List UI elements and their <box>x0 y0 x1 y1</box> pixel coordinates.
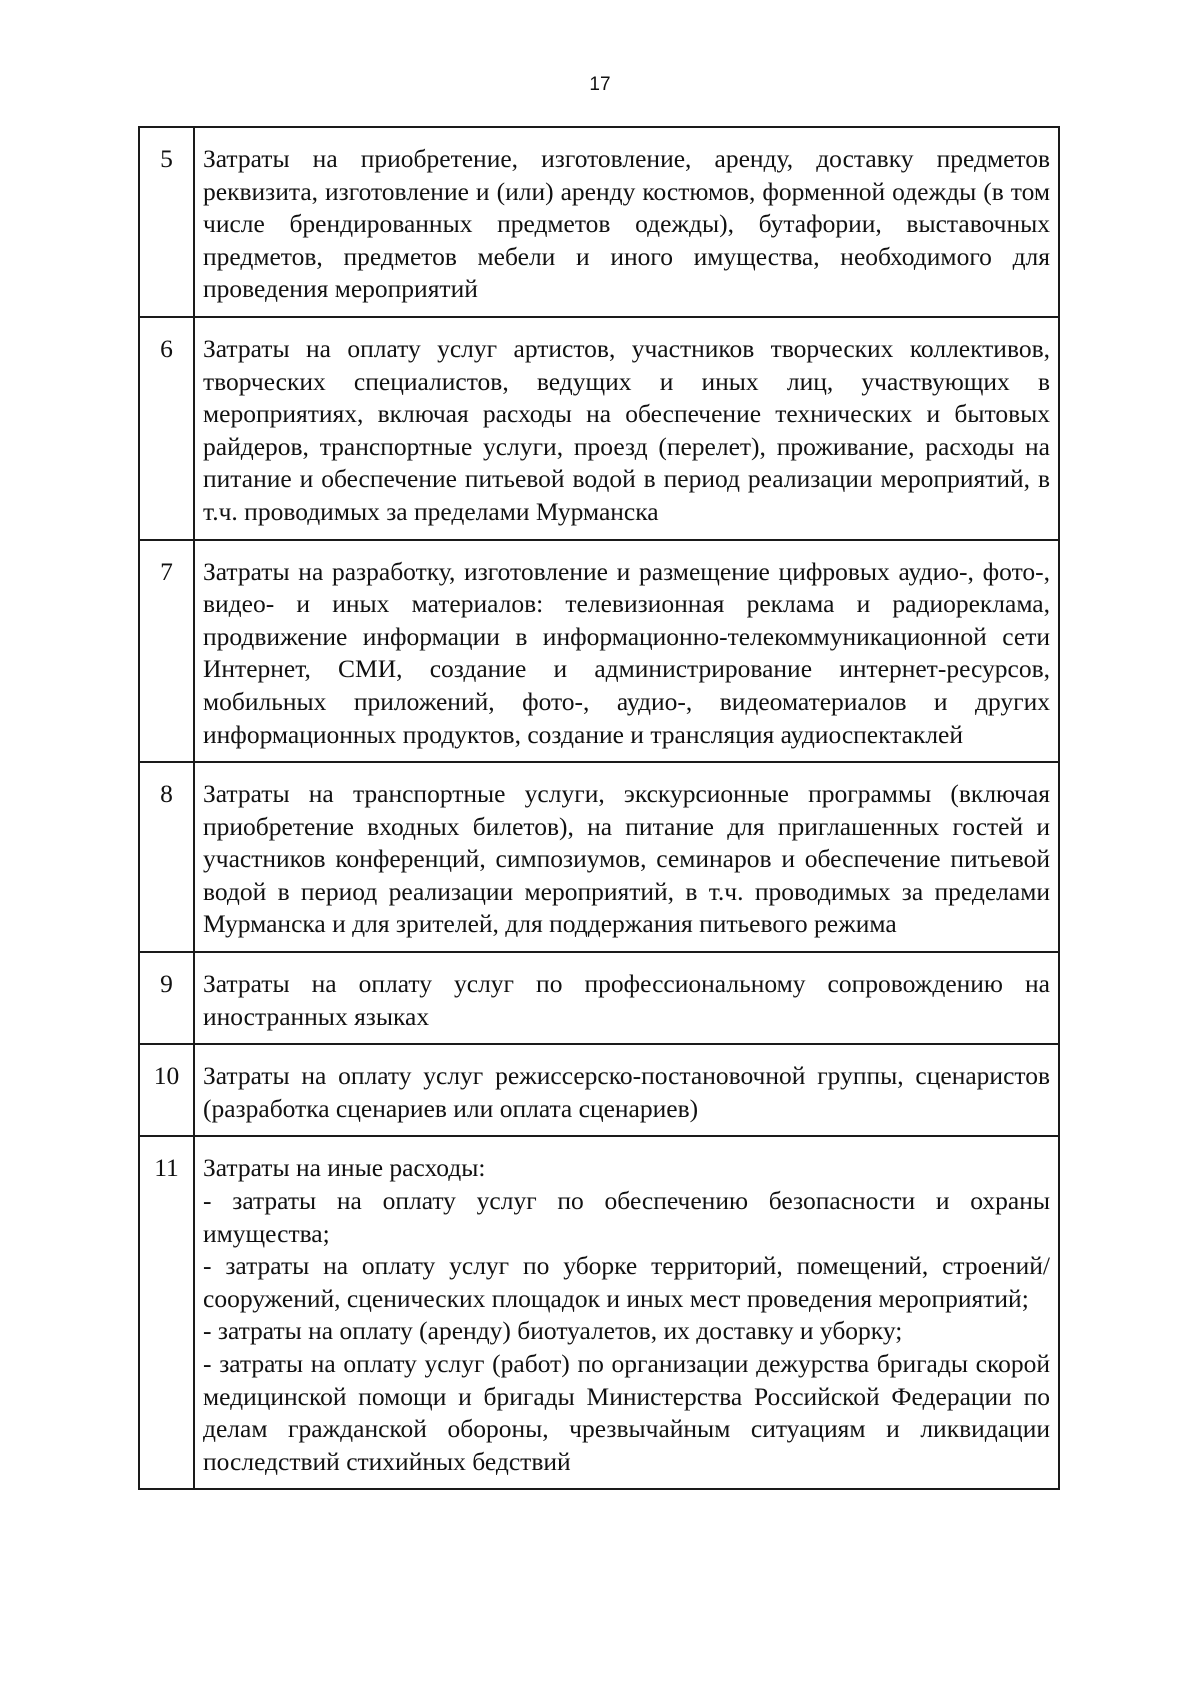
row-description <box>194 127 1059 317</box>
expenses-table <box>138 126 1060 1490</box>
description-paragraph: Затраты на иные расходы: <box>203 1153 486 1183</box>
table-row <box>139 317 1059 540</box>
description-paragraph: Затраты на оплату услуг артистов, участников творческих коллективов, творческих специалистов, ведущих и иных лиц, участвующих в мероприятиях, включая расходы на обеспечение технических и бытовых райдеров, транспортные услуги, проезд (перелет), проживание, расходы на питание и обеспечение питьевой водой в период реализации мероприятий, в т.ч. проводимых за пределами Мурманска <box>203 333 1050 526</box>
row-description <box>194 1136 1059 1489</box>
row-number: 7 <box>139 540 194 763</box>
description-paragraph: - затраты на оплату (аренду) биотуалетов, их доставку и уборку; <box>203 1316 903 1346</box>
row-description <box>194 1044 1059 1136</box>
description-paragraph: - затраты на оплату услуг по обеспечению безопасности и охраны имущества; <box>203 1186 1050 1248</box>
row-description <box>194 762 1059 952</box>
description-paragraph: Затраты на транспортные услуги, экскурсионные программы (включая приобретение входных билетов), на питание для приглашенных гостей и участников конференций, симпозиумов, семинаров и обеспечение питьевой водой в период реализации мероприятий, в т.ч. проводимых за пределами Мурманска и для зрителей, для поддержания питьевого режима <box>203 779 1050 939</box>
table-row <box>139 952 1059 1044</box>
description-paragraph: Затраты на оплату услуг режиссерско-постановочной группы, сценаристов (разработка сценариев или оплата сценариев) <box>203 1061 1050 1123</box>
table-row <box>139 127 1059 317</box>
description-paragraph: Затраты на оплату услуг по профессиональному сопровождению на иностранных языках <box>203 969 1050 1031</box>
description-paragraph: Затраты на разработку, изготовление и размещение цифровых аудио-, фото-, видео- и иных материалов: телевизионная реклама и радиореклама, продвижение информации в информационно-телекоммуникационной сети Интернет, СМИ, создание и администрирование интернет-ресурсов, мобильных приложений, фото-, аудио-, видеоматериалов и других информационных продуктов, создание и трансляция аудиоспектаклей <box>203 556 1050 749</box>
row-number: 9 <box>139 952 194 1044</box>
table-row <box>139 762 1059 952</box>
description-paragraph: Затраты на приобретение, изготовление, аренду, доставку предметов реквизита, изготовление и (или) аренду костюмов, форменной одежды (в том числе брендированных предметов одежды), бутафории, выставочных предметов, предметов мебели и иного имущества, необходимого для проведения мероприятий <box>203 144 1050 304</box>
row-number: 8 <box>139 762 194 952</box>
description-paragraph: - затраты на оплату услуг по уборке территорий, помещений, строений/сооружений, сценических площадок и иных мест проведения мероприятий; <box>203 1251 1050 1313</box>
row-description <box>194 540 1059 763</box>
table-row <box>139 1136 1059 1489</box>
table-row <box>139 1044 1059 1136</box>
description-paragraph: - затраты на оплату услуг (работ) по организации дежурства бригады скорой медицинской помощи и бригады Министерства Российской Федерации по делам гражданской обороны, чрезвычайным ситуациям и ликвидации последствий стихийных бедствий <box>203 1349 1050 1476</box>
row-number: 11 <box>139 1136 194 1489</box>
table-row <box>139 540 1059 763</box>
row-number: 10 <box>139 1044 194 1136</box>
row-number: 5 <box>139 127 194 317</box>
row-description <box>194 952 1059 1044</box>
row-number: 6 <box>139 317 194 540</box>
page-number: 17 <box>589 74 611 95</box>
row-description <box>194 317 1059 540</box>
